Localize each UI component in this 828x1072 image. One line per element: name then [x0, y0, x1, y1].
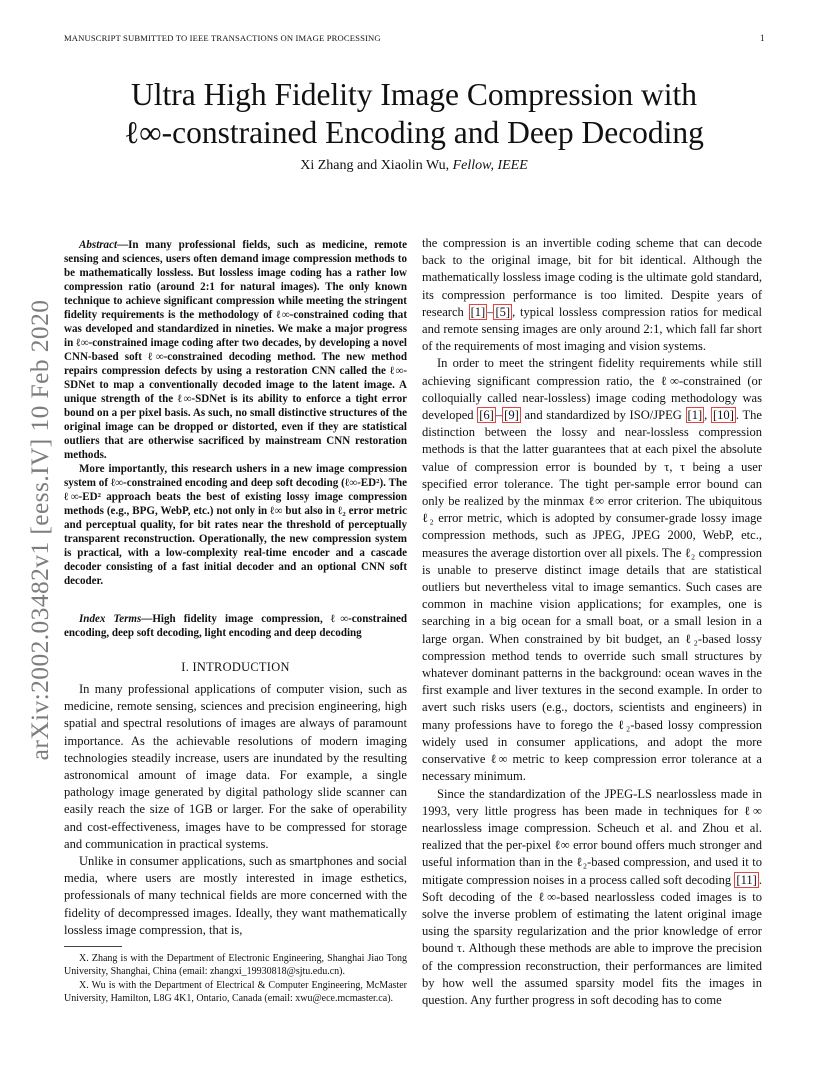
right-paragraph-1	[422, 235, 762, 355]
arxiv-stamp	[10, 290, 70, 770]
abstract-lead: Abstract	[79, 239, 118, 251]
authors	[64, 158, 764, 174]
text-run: Since the standardization of the JPEG-LS nearlossless made in 1993, very little progress has been made in techniques for ℓ∞ nearlossless image compression. Scheuch et al. and Zhou et al. realized that the per-pixel ℓ∞ error bound offers much stronger and useful information than in the ℓ₂-based compression, and used it to mitigate compression noises in a process called soft decoding	[422, 786, 762, 887]
text-run: –	[495, 408, 503, 423]
intro-paragraph-2: Unlike in consumer applications, such as smartphones and social media, where users are mostly interested in image esthetics, professionals of many technical fields are more concerned with the fidelity of decompressed images. Ideally, they want mathematically lossless image compression, that is,	[64, 854, 407, 937]
title-line-1: Ultra High Fidelity Image Compression with	[130, 77, 698, 112]
right-paragraph-2	[422, 355, 762, 785]
text-run: the compression is an invertible coding scheme that can decode back to the original image, bit for bit identical. Although the mathematically lossless image coding is the ultimate gold standard, its compression performance is too limited. Despite years of research	[422, 236, 762, 319]
text-run: ,	[704, 408, 711, 423]
text-run: In order to meet the stringent fidelity requirements while still achieving significant compression ratio, the ℓ∞-constrained (or colloquially called near-lossless) image coding methodology was developed	[422, 356, 762, 423]
section-heading: I. INTRODUCTION	[181, 660, 290, 674]
right-paragraph-3	[422, 786, 762, 1010]
author-names: Xi Zhang and Xiaolin Wu,	[300, 158, 450, 173]
abstract	[64, 238, 407, 588]
text-run: –	[487, 304, 494, 319]
text-run: . Soft decoding of the ℓ∞-based nearlossless coded images is to solve the inverse problem of estimating the latent original image using the sparsity regularization and the prior knowledge of error bound τ. Although these methods are able to improve the precision of the compression reconstruction, their performances are limited by how well the assumed sparsity model fits the images in question. Any further progress in soft decoding has to come	[422, 872, 762, 1007]
footnote-divider	[64, 946, 122, 947]
citation-link[interactable]: [1]	[687, 408, 703, 423]
running-header: MANUSCRIPT SUBMITTED TO IEEE TRANSACTIONS ON IMAGE PROCESSING	[64, 33, 381, 43]
abstract-paragraph-2: More importantly, this research ushers in a new image compression system of ℓ∞-constrained encoding and deep soft decoding (ℓ∞-ED²). The ℓ∞-ED² approach beats the best of existing lossy image compression methods (e.g., BPG, WebP, etc.) not only in ℓ∞ but also in ℓ₂ error metric and perceptual quality, for bit rates near the threshold of perceptually transparent reconstruction. Operationally, the new compression system is practical, with a low-complexity real-time encoder and a cascade decoder consisting of a fast initial decoder and an optional CNN soft decoder.	[64, 463, 407, 587]
abstract-text-1: —In many professional fields, such as medicine, remote sensing and sciences, users often demand image compression methods to be mathematically lossless. But lossless image coding has a rather low compression ratio (around 2:1 for natural images). The only known technique to achieve significant compression while meeting the stringent fidelity requirements is the methodology of ℓ∞-constrained coding that was developed and standardized in nineties. We make a major progress in ℓ∞-constrained image coding after two decades, by developing a novel CNN-based soft ℓ∞-constrained decoding method. The new method repairs compression defects by using a restoration CNN called the ℓ∞-SDNet to map a conventionally decoded image to the latent image. A unique strength of the ℓ∞-SDNet is its ability to enforce a tight error bound on a per pixel basis. As such, no small distinctive structures of the original image can be dropped or distorted, even if they are statistical outliers that are otherwise sacrificed by mainstream CNN restoration methods.	[64, 239, 407, 461]
title-line-2: ℓ∞-constrained Encoding and Deep Decoding	[124, 115, 704, 150]
paper-title	[64, 76, 764, 152]
index-terms	[64, 612, 407, 640]
introduction	[64, 681, 407, 939]
index-terms-text: —High fidelity image compression, ℓ∞-constrained encoding, deep soft decoding, light encoding and deep decoding	[64, 613, 408, 639]
citation-link[interactable]: [9]	[504, 408, 519, 423]
author-affiliation: Fellow, IEEE	[452, 158, 528, 173]
citation-link[interactable]: [5]	[495, 304, 511, 319]
text-run: . The distinction between the lossy and near-lossless compression methods is that the latter guarantees that at each pixel the absolute value of compression error is bounded by τ, τ being a user specified error tolerance. The tight per-sample error bound can only be realized by the minmax ℓ∞ error criterion. The ubiquitous ℓ₂ error metric, which is adopted by consumer-grade lossy image compression methods, such as JPEG, JPEG 2000, WebP, etc., measures the average distortion over all pixels. The ℓ₂ compression is unable to preserve distinct image details that are statistical outliers but nevertheless vital to image semantics. Such cases are common in machine vision applications; for examples, one is searching in a big ocean for a small boat, or a small lesion in a large organ. When constrained by bit budget, an ℓ₂-based lossy compression method tends to override such small structures by whatever dominant patterns in the background: ocean waves in the first example and liver textures in the second example. In order to avert such risks users (e.g., doctors, scientists and engineers) in many professions have to forego the ℓ₂-based lossy compression widely used in consumer applications, and adopt the more conservative ℓ∞ metric to keep compression error tolerance at a necessary minimum.	[422, 408, 762, 784]
footnotes	[64, 952, 407, 1005]
citation-link[interactable]: [11]	[736, 872, 757, 887]
footnote-1: X. Zhang is with the Department of Electronic Engineering, Shanghai Jiao Tong University, Shanghai, China (email: zhangxi_19930818@sjtu.edu.cn).	[64, 953, 407, 978]
citation-link[interactable]: [6]	[479, 408, 494, 423]
citation-link[interactable]: [10]	[712, 408, 734, 423]
right-column	[422, 235, 762, 1009]
arxiv-stamp-text: arXiv:2002.03482v1 [eess.IV] 10 Feb 2020	[25, 299, 54, 761]
abstract-paragraph-1	[64, 238, 407, 462]
text-run: and standardized by ISO/JPEG	[520, 408, 686, 423]
text-run: , typical lossless compression ratios for medical and remote sensing images are only around 2:1, which fall far short of the requirements of most imaging and vision systems.	[422, 304, 762, 354]
footnote-2: X. Wu is with the Department of Electrical & Computer Engineering, McMaster University, Hamilton, L8G 4K1, Ontario, Canada (email: xwu@ece.mcmaster.ca).	[64, 979, 407, 1004]
citation-link[interactable]: [1]	[470, 304, 486, 319]
page-number: 1	[760, 33, 765, 43]
intro-paragraph-1: In many professional applications of computer vision, such as medicine, remote sensing, sciences and precision engineering, high spatial and spectral resolutions of images are always of paramount importance. As the achievable resolutions of modern imaging technologies steadily increase, users are inundated by the resulting astronomical amount of image data. For example, a single pathology image generated by digital pathology slide scanner can easily reach the size of 1GB or larger. For the sake of operability and cost-effectiveness, images have to be compressed for storage and communication in practical systems.	[64, 682, 407, 851]
index-terms-lead: Index Terms	[79, 613, 142, 625]
